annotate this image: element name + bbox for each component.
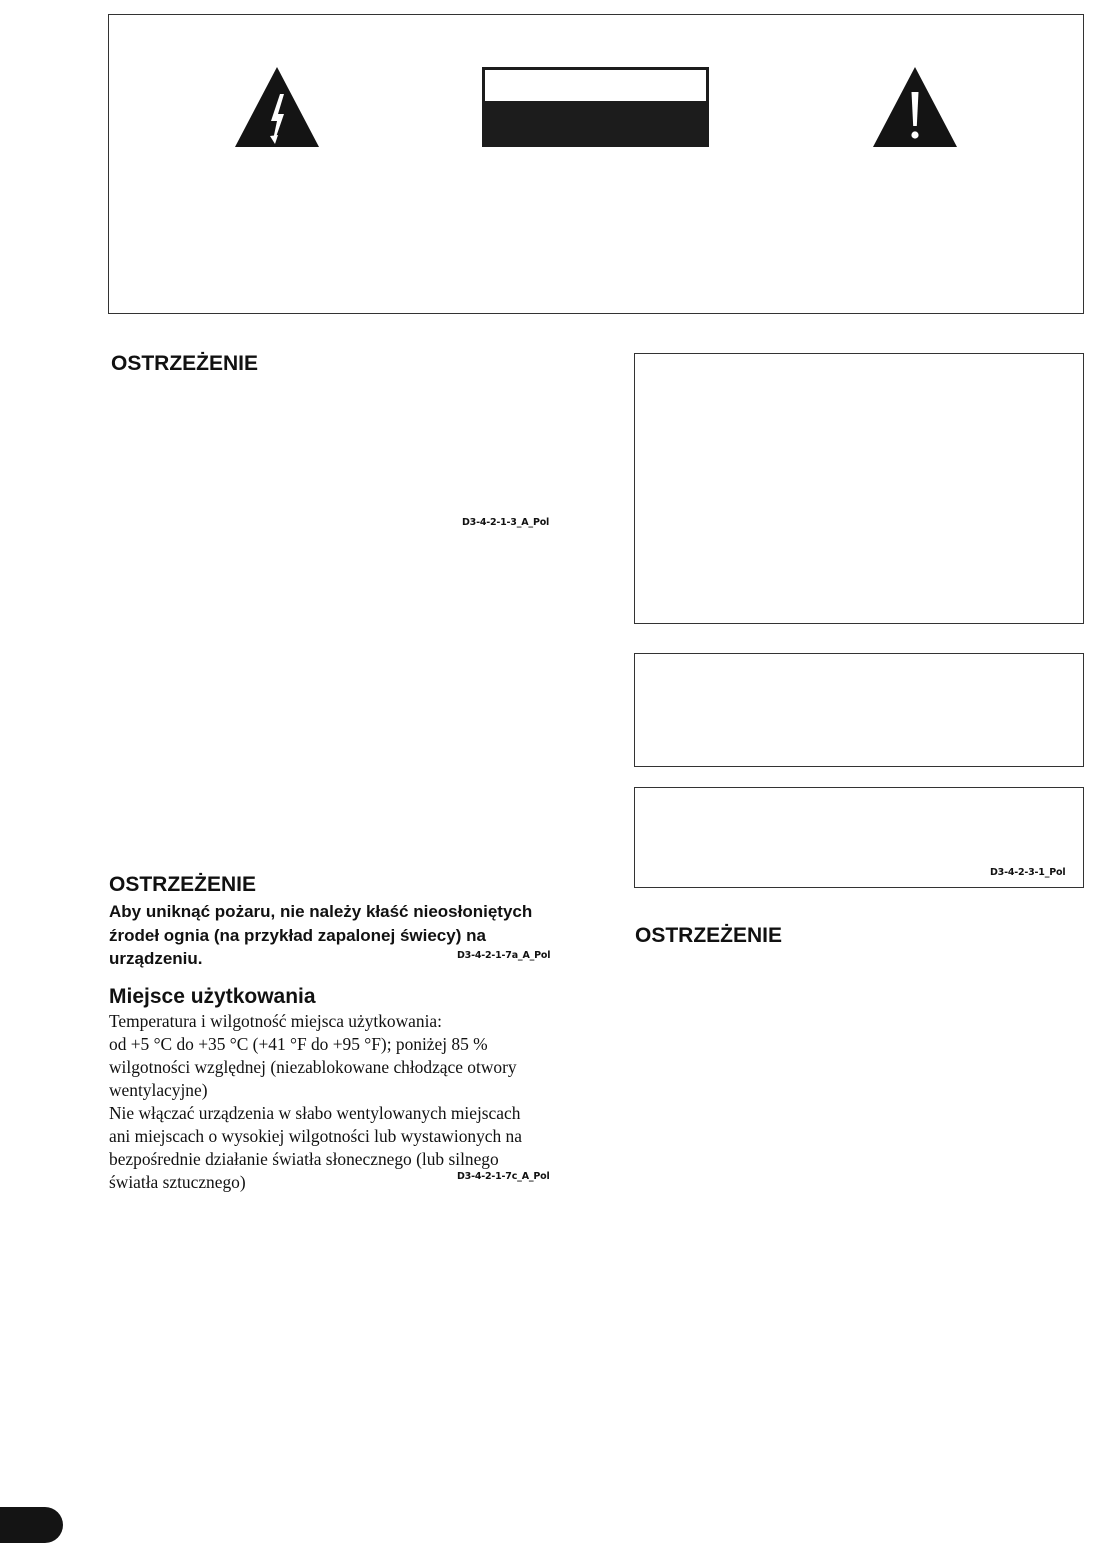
warning-heading-1: OSTRZEŻENIE	[111, 352, 259, 375]
exclamation-triangle-icon	[872, 66, 958, 148]
warning-heading-2: OSTRZEŻENIE	[109, 873, 257, 896]
caution-label-band	[485, 70, 706, 101]
location-line: ani miejscach o wysokiej wilgotności lub wystawionych na	[109, 1126, 522, 1146]
location-line: Temperatura i wilgotność miejsca użytkowania:	[109, 1011, 442, 1031]
caution-label	[482, 67, 709, 147]
page-tab-marker	[0, 1507, 63, 1543]
location-line: światła sztucznego)	[109, 1172, 246, 1192]
location-heading: Miejsce użytkowania	[109, 985, 316, 1008]
fire-warning-text: Aby uniknąć pożaru, nie należy kłaść nieosłoniętych źrodeł ognia (na przykład zapalonej świecy) na urządzeniu.	[109, 902, 533, 968]
location-line: wentylacyjne)	[109, 1080, 208, 1100]
caution-frame	[108, 14, 1084, 314]
reference-code-3: D3-4-2-1-7c_A_Pol	[457, 1171, 550, 1182]
notice-box-2	[634, 653, 1084, 767]
location-text	[109, 1010, 569, 1194]
location-line: od +5 °C do +35 °C (+41 °F do +95 °F); poniżej 85 %	[109, 1034, 488, 1054]
warning-heading-3: OSTRZEŻENIE	[635, 924, 783, 947]
reference-code-4: D3-4-2-3-1_Pol	[990, 867, 1066, 878]
location-line: Nie włączać urządzenia w słabo wentylowanych miejscach	[109, 1103, 521, 1123]
location-line: bezpośrednie działanie światła słonecznego (lub silnego	[109, 1149, 499, 1169]
lightning-triangle-icon	[234, 66, 320, 148]
location-line: wilgotności względnej (niezablokowane chłodzące otwory	[109, 1057, 517, 1077]
reference-code-2: D3-4-2-1-7a_A_Pol	[457, 950, 551, 961]
reference-code-1: D3-4-2-1-3_A_Pol	[462, 517, 550, 528]
notice-box-1	[634, 353, 1084, 624]
